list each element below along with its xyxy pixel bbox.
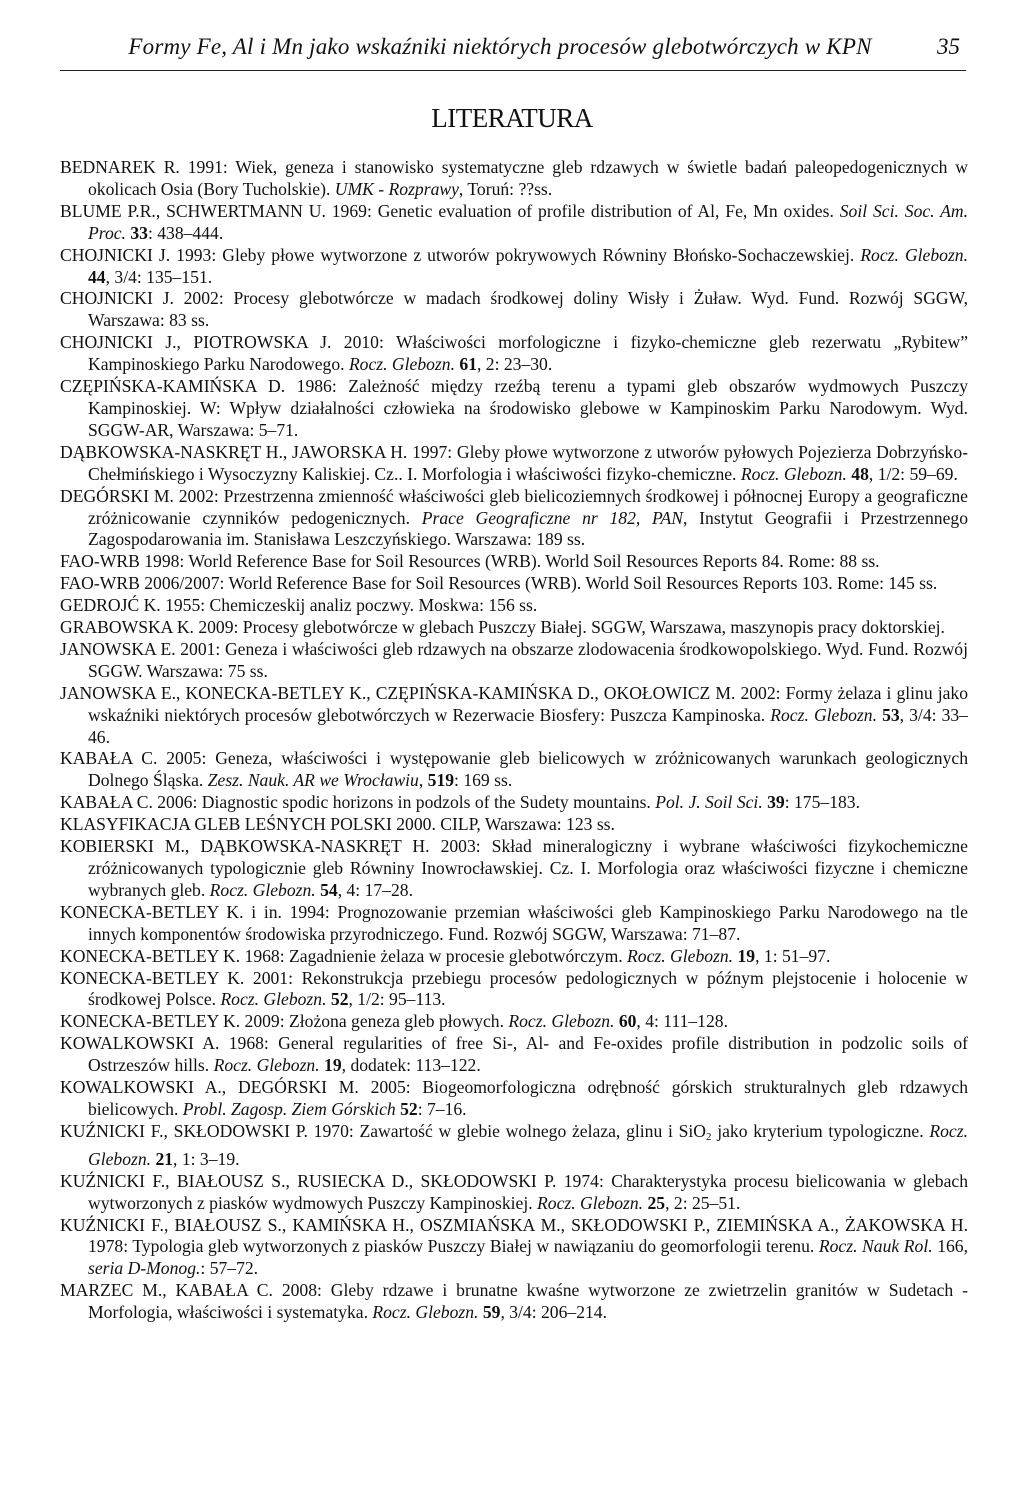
reference-volume: 19 [324, 1055, 342, 1076]
reference-journal: Rocz. Glebozn. [220, 989, 327, 1010]
reference-entry [60, 551, 968, 573]
reference-list [60, 157, 968, 1324]
reference-entry [60, 288, 968, 332]
reference-journal: Rocz. Glebozn. [213, 1055, 320, 1076]
reference-journal: Pol. J. Soil Sci. [655, 792, 763, 813]
reference-volume: 44 [88, 266, 106, 287]
reference-journal: Rocz. Glebozn. [627, 945, 734, 966]
reference-text: , 3/4: 206–214. [500, 1302, 607, 1323]
reference-journal: Zesz. Nauk. AR we Wrocławiu [207, 770, 419, 791]
reference-entry [60, 201, 968, 245]
reference-journal: Soil Sci. Soc. Am. Proc. [88, 200, 968, 243]
reference-journal: Rocz. Glebozn. [348, 354, 455, 375]
reference-volume: 519 [427, 770, 455, 791]
reference-journal: Rocz. Glebozn. [860, 244, 968, 265]
reference-entry [60, 1280, 968, 1324]
reference-journal: Rocz. Glebozn. [740, 463, 847, 484]
reference-text: KONECKA-BETLEY K. 2001: Rekonstrukcja przebiegu procesów pedologicznych w późnym plejstocenie i holocenie w środkowej Polsce. [60, 967, 968, 1010]
reference-entry [60, 332, 968, 376]
reference-volume: 21 [155, 1148, 174, 1169]
reference-text: CZĘPIŃSKA-KAMIŃSKA D. 1986: Zależność między rzeźbą terenu a typami gleb obszarów wydmowych Puszczy Kampinoskiej. W: Wpływ działalności człowieka na środowisko glebowe w Kampinoskim Parku Narodowym. Wyd. SGGW-AR, Warszawa: 5–71. [60, 376, 968, 440]
reference-entry [60, 573, 968, 595]
reference-text: FAO-WRB 1998: World Reference Base for Soil Resources (WRB). World Soil Resources Reports 84. Rome: 88 ss. [60, 551, 880, 572]
reference-text: BEDNAREK R. 1991: Wiek, geneza i stanowisko systematyczne gleb rdzawych w świetle badań paleopedogenicznych w okolicach Osia (Bory Tucholskie). [60, 157, 968, 199]
reference-text: : 57–72. [200, 1258, 259, 1279]
reference-text: BLUME P.R., SCHWERTMANN U. 1969: Genetic evaluation of profile distribution of Al, Fe, Mn oxides. [60, 200, 840, 221]
reference-entry [60, 486, 968, 552]
reference-entry [60, 639, 968, 683]
reference-entry [60, 1077, 968, 1121]
reference-volume: 19 [737, 945, 756, 966]
reference-volume: 61 [459, 354, 477, 375]
reference-text: , 3/4: 135–151. [105, 266, 213, 287]
reference-volume: 60 [618, 1011, 637, 1032]
reference-text: CHOJNICKI J. 1993: Gleby płowe wytworzone z utworów pokrywowych Równiny Błońsko-Sochaczewskiej. [60, 244, 861, 265]
reference-entry [60, 683, 968, 749]
reference-text: MARZEC M., KABAŁA C. 2008: Gleby rdzawe i brunatne kwaśne wytworzone ze zwietrzelin granitów w Sudetach - Morfologia, właściwości i systematyka. [60, 1280, 968, 1323]
reference-entry [60, 595, 968, 617]
reference-text: KABAŁA C. 2005: Geneza, właściwości i występowanie gleb bielicowych w zróżnicowanych warunkach geologicznych Dolnego Śląska. [60, 748, 968, 791]
reference-text: 166, [932, 1236, 969, 1257]
reference-entry [60, 1215, 968, 1281]
reference-text: , 1: 3–19. [173, 1148, 240, 1169]
reference-text: JANOWSKA E., KONECKA-BETLEY K., CZĘPIŃSKA-KAMIŃSKA D., OKOŁOWICZ M. 2002: Formy żelaza i glinu jako wskaźniki niektórych procesów glebotwórczych w Rezerwacie Biosfery: Puszcza Kampinoska. [60, 682, 968, 725]
reference-text: FAO-WRB 2006/2007: World Reference Base for Soil Resources (WRB). World Soil Resources Reports 103. Rome: 145 ss. [60, 573, 938, 594]
reference-volume: 48 [851, 463, 869, 484]
running-header-title: Formy Fe, Al i Mn jako wskaźniki niektórych procesów glebotwórczych w KPN [128, 34, 872, 59]
reference-text: DĄBKOWSKA-NASKRĘT H., JAWORSKA H. 1997: Gleby płowe wytworzone z utworów pyłowych Pojezierza Dobrzyńsko-Chełmińskiego i Wysoczyzny Kaliskiej. Cz.. I. Morfologia i właściwości fizyko-chemiczne. [60, 441, 968, 484]
reference-text: KUŹNICKI F., SKŁODOWSKI P. 1970: Zawartość w glebie wolnego żelaza, glinu i SiO [60, 1120, 706, 1141]
reference-journal: Prace Geograficzne nr 182, PAN [421, 507, 684, 528]
reference-text: KOWALKOWSKI A., DEGÓRSKI M. 2005: Biogeomorfologiczna odrębność górskich strukturalnych gleb rdzawych bielicowych. [60, 1077, 968, 1119]
reference-journal: Probl. Zagosp. Ziem Górskich [182, 1098, 396, 1119]
reference-text: KABAŁA C. 2006: Diagnostic spodic horizons in podzols of the Sudety mountains. [60, 792, 656, 813]
reference-text: , Instytut Geografii i Przestrzennego Zagospodarowania im. Stanisława Leszczyńskiego. Warszawa: 189 ss. [88, 507, 968, 550]
reference-text: , Toruń: ??ss. [458, 178, 553, 199]
reference-entry [60, 1033, 968, 1077]
reference-text: CHOJNICKI J., PIOTROWSKA J. 2010: Właściwości morfologiczne i fizyko-chemiczne gleb rezerwatu „Rybitew” Kampinoskiego Parku Narodowego. [60, 332, 968, 375]
reference-journal: Rocz. Glebozn. [770, 704, 877, 725]
reference-text: GRABOWSKA K. 2009: Procesy glebotwórcze w glebach Puszczy Białej. SGGW, Warszawa, maszynopis pracy doktorskiej. [60, 617, 945, 638]
reference-text: : 175–183. [784, 792, 860, 813]
reference-entry [60, 442, 968, 486]
reference-text: , 2: 25–51. [665, 1192, 741, 1213]
reference-entry [60, 836, 968, 902]
reference-text: CHOJNICKI J. 2002: Procesy glebotwórcze w madach środkowej doliny Wisły i Żuław. Wyd. Fund. Rozwój SGGW, Warszawa: 83 ss. [60, 288, 968, 331]
reference-text: KOWALKOWSKI A. 1968: General regularities of free Si-, Al- and Fe-oxides profile distribution in podzolic soils of Ostrzeszów hills. [60, 1033, 968, 1076]
reference-text: 2 [705, 1130, 712, 1143]
reference-text: , dodatek: 113–122. [341, 1055, 481, 1076]
reference-text: DEGÓRSKI M. 2002: Przestrzenna zmienność właściwości gleb bielicoziemnych środkowej i północnej Europy a geograficzne zróżnicowanie czynników pedogenicznych. [60, 485, 968, 528]
reference-text: KUŹNICKI F., BIAŁOUSZ S., RUSIECKA D., SKŁODOWSKI P. 1974: Charakterystyka procesu bielicowania w glebach wytworzonych z piasków wydmowych Puszczy Kampinoskiej. [60, 1170, 968, 1213]
page-number: 35 [937, 34, 960, 59]
reference-entry [60, 1011, 968, 1033]
reference-journal: UMK - Rozprawy [334, 178, 459, 199]
section-heading: LITERATURA [431, 103, 593, 133]
reference-entry [60, 157, 968, 201]
reference-text: KONECKA-BETLEY K. i in. 1994: Prognozowanie przemian właściwości gleb Kampinoskiego Parku Narodowego na tle innych komponentów środowiska przyrodniczego. Fund. Rozwój SGGW, Warszawa: 71–87. [60, 901, 968, 944]
reference-entry [60, 946, 968, 968]
reference-journal: Rocz. Glebozn. [372, 1302, 479, 1323]
reference-entry [60, 617, 968, 639]
reference-text: , 2: 23–30. [476, 354, 553, 375]
reference-text: KLASYFIKACJA GLEB LEŚNYCH POLSKI 2000. CILP, Warszawa: 123 ss. [60, 814, 615, 835]
reference-text: GEDROJĆ K. 1955: Chemiczeskij analiz poczwy. Moskwa: 156 ss. [60, 595, 538, 616]
reference-volume: 39 [767, 792, 785, 813]
reference-journal: Rocz. Glebozn. [537, 1192, 644, 1213]
reference-entry [60, 748, 968, 792]
reference-entry [60, 245, 968, 289]
reference-text: , 3/4: 33–46. [88, 704, 968, 747]
reference-entry [60, 968, 968, 1012]
reference-volume: 59 [482, 1302, 501, 1323]
reference-entry [60, 902, 968, 946]
reference-journal: seria D-Monog. [88, 1258, 201, 1279]
reference-journal: Rocz. Glebozn. [508, 1011, 615, 1032]
reference-volume: 33 [130, 222, 148, 243]
reference-text: KONECKA-BETLEY K. 2009: Złożona geneza gleb płowych. [60, 1011, 509, 1032]
reference-entry [60, 792, 968, 814]
reference-text: KUŹNICKI F., BIAŁOUSZ S., KAMIŃSKA H., OSZMIAŃSKA M., SKŁODOWSKI P., ZIEMIŃSKA A., ŻAKOWSKA H. 1978: Typologia gleb wytworzonych z piasków Puszczy Białej w nawiązaniu do geomorfologii terenu. [60, 1214, 968, 1257]
reference-text: , 4: 17–28. [337, 879, 413, 900]
reference-text: jako kryterium typologiczne. [711, 1120, 930, 1141]
reference-text: JANOWSKA E. 2001: Geneza i właściwości gleb rdzawych na obszarze zlodowacenia środkowopolskiego. Wyd. Fund. Rozwój SGGW. Warszawa: 75 ss. [60, 638, 968, 681]
reference-journal: Rocz. Nauk Rol. [818, 1236, 933, 1257]
reference-text: KONECKA-BETLEY K. 1968: Zagadnienie żelaza w procesie glebotwórczym. [60, 945, 628, 966]
reference-text: , 1/2: 95–113. [348, 989, 446, 1010]
running-header [60, 30, 966, 71]
reference-entry [60, 376, 968, 442]
reference-text: , [418, 770, 428, 791]
reference-text: , 1: 51–97. [755, 945, 831, 966]
reference-entry [60, 1171, 968, 1215]
reference-volume: 54 [320, 879, 338, 900]
reference-journal: Rocz. Glebozn. [88, 1120, 968, 1169]
reference-text: , 4: 111–128. [636, 1011, 728, 1032]
reference-text: : 438–444. [147, 222, 224, 243]
reference-text: : 7–16. [417, 1098, 467, 1119]
reference-entry [60, 814, 968, 836]
reference-text: : 169 ss. [454, 770, 513, 791]
reference-entry [60, 1121, 968, 1171]
reference-text: KOBIERSKI M., DĄBKOWSKA-NASKRĘT H. 2003: Skład mineralogiczny i wybrane właściwości fizykochemiczne zróżnicowanych typologicznie gleb Równiny Inowrocławskiej. Cz. I. Morfologia oraz właściwości fizyczne i chemiczne wybranych gleb. [60, 836, 968, 900]
reference-text: , 1/2: 59–69. [868, 463, 958, 484]
reference-volume: 52 [330, 989, 349, 1010]
reference-volume: 52 [400, 1098, 418, 1119]
reference-journal: Rocz. Glebozn. [209, 879, 316, 900]
reference-volume: 25 [647, 1192, 666, 1213]
reference-volume: 53 [882, 704, 900, 725]
